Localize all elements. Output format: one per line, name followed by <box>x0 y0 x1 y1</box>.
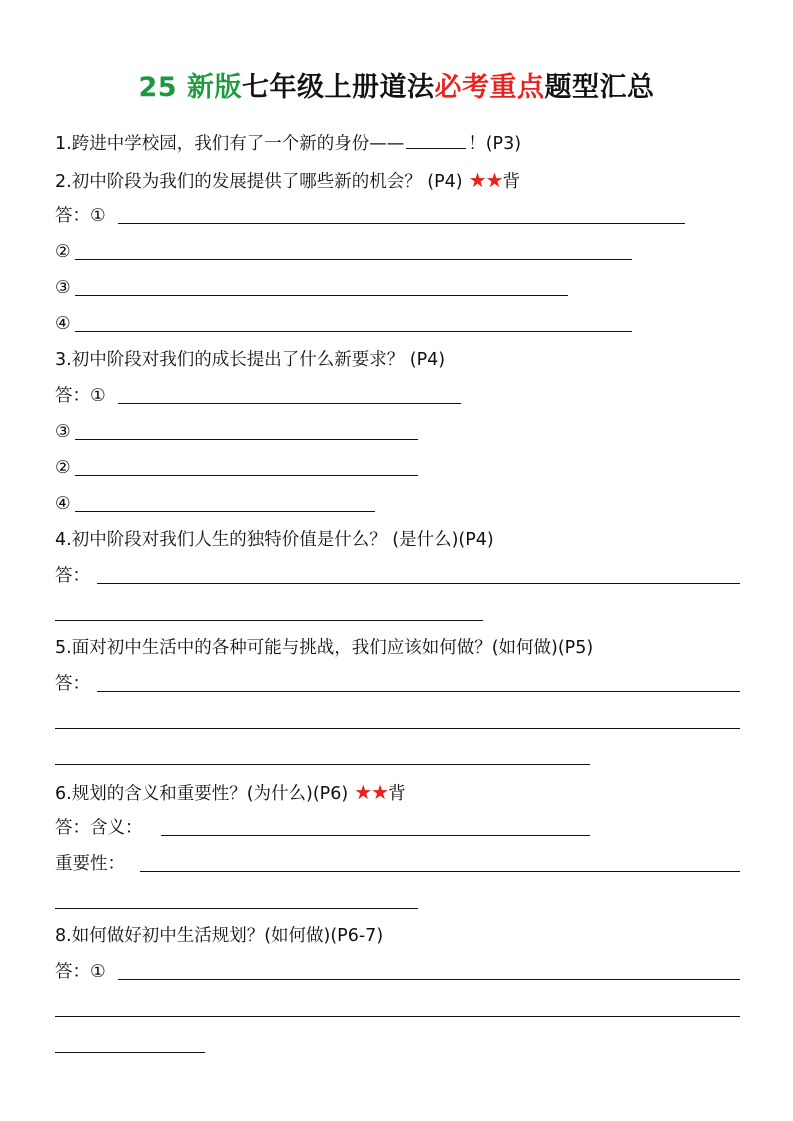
question-1-ref: ！(P3) <box>468 134 522 154</box>
q3-answer-1-line[interactable] <box>118 403 461 404</box>
q5-answer-label: 答： <box>55 674 90 694</box>
question-1-text: 1.跨进中学校园，我们有了一个新的身份—— <box>55 134 405 154</box>
question-1 <box>55 131 521 157</box>
q3-answer-2-label: ③ <box>55 422 71 442</box>
q5-answer-line-1[interactable] <box>97 691 740 692</box>
q6-importance-line-2[interactable] <box>55 908 418 909</box>
q2-answer-1-line[interactable] <box>118 223 685 224</box>
q5-answer-line-2[interactable] <box>55 728 740 729</box>
question-6 <box>55 779 406 807</box>
q8-answer-line-2[interactable] <box>55 1016 740 1017</box>
q8-answer-line-1[interactable] <box>118 979 740 980</box>
title-prefix: 25 新版 <box>138 72 242 103</box>
q2-answer-4-label: ④ <box>55 314 71 334</box>
page-title <box>0 68 793 108</box>
question-6-text: 6.规划的含义和重要性？(为什么)(P6) <box>55 784 349 804</box>
question-1-blank[interactable] <box>406 132 466 149</box>
q3-answer-2-line[interactable] <box>75 439 418 440</box>
q6-importance-label: 重要性： <box>55 854 125 874</box>
q8-answer-line-3[interactable] <box>55 1052 205 1053</box>
star-rating-icon: ★★ <box>354 780 389 804</box>
q5-answer-line-3[interactable] <box>55 764 590 765</box>
q3-answer-3-line[interactable] <box>75 475 418 476</box>
q2-answer-3-line[interactable] <box>75 295 568 296</box>
q3-answer-3-label: ② <box>55 458 71 478</box>
q4-answer-line-2[interactable] <box>55 620 483 621</box>
q2-answer-4-line[interactable] <box>75 331 632 332</box>
q6-meaning-line[interactable] <box>161 835 590 836</box>
question-3: 3.初中阶段对我们的成长提出了什么新要求？ (P4) <box>55 350 446 370</box>
q4-answer-line-1[interactable] <box>97 583 740 584</box>
title-suffix: 题型汇总 <box>544 72 655 103</box>
title-highlight: 必考重点 <box>434 72 545 103</box>
q6-importance-line-1[interactable] <box>140 871 740 872</box>
question-2-memorize: 背 <box>502 172 520 192</box>
q2-answer-2-line[interactable] <box>75 259 632 260</box>
q4-answer-label: 答： <box>55 566 90 586</box>
q2-answer-1-label: 答：① <box>55 206 106 226</box>
question-4: 4.初中阶段对我们人生的独特价值是什么？ (是什么)(P4) <box>55 530 494 550</box>
question-5: 5.面对初中生活中的各种可能与挑战，我们应该如何做？(如何做)(P5) <box>55 638 594 658</box>
title-subject: 七年级上册道法 <box>241 72 435 103</box>
q2-answer-3-label: ③ <box>55 278 71 298</box>
q3-answer-4-line[interactable] <box>75 511 375 512</box>
question-8: 8.如何做好初中生活规划？(如何做)(P6-7) <box>55 926 384 946</box>
question-2-text: 2.初中阶段为我们的发展提供了哪些新的机会？ (P4) <box>55 172 463 192</box>
question-2 <box>55 167 520 195</box>
q2-answer-2-label: ② <box>55 242 71 262</box>
q3-answer-4-label: ④ <box>55 494 71 514</box>
q3-answer-1-label: 答：① <box>55 386 106 406</box>
question-6-memorize: 背 <box>388 784 406 804</box>
q6-meaning-label: 答：含义： <box>55 818 143 838</box>
star-rating-icon: ★★ <box>468 168 503 192</box>
q8-answer-label: 答：① <box>55 962 106 982</box>
